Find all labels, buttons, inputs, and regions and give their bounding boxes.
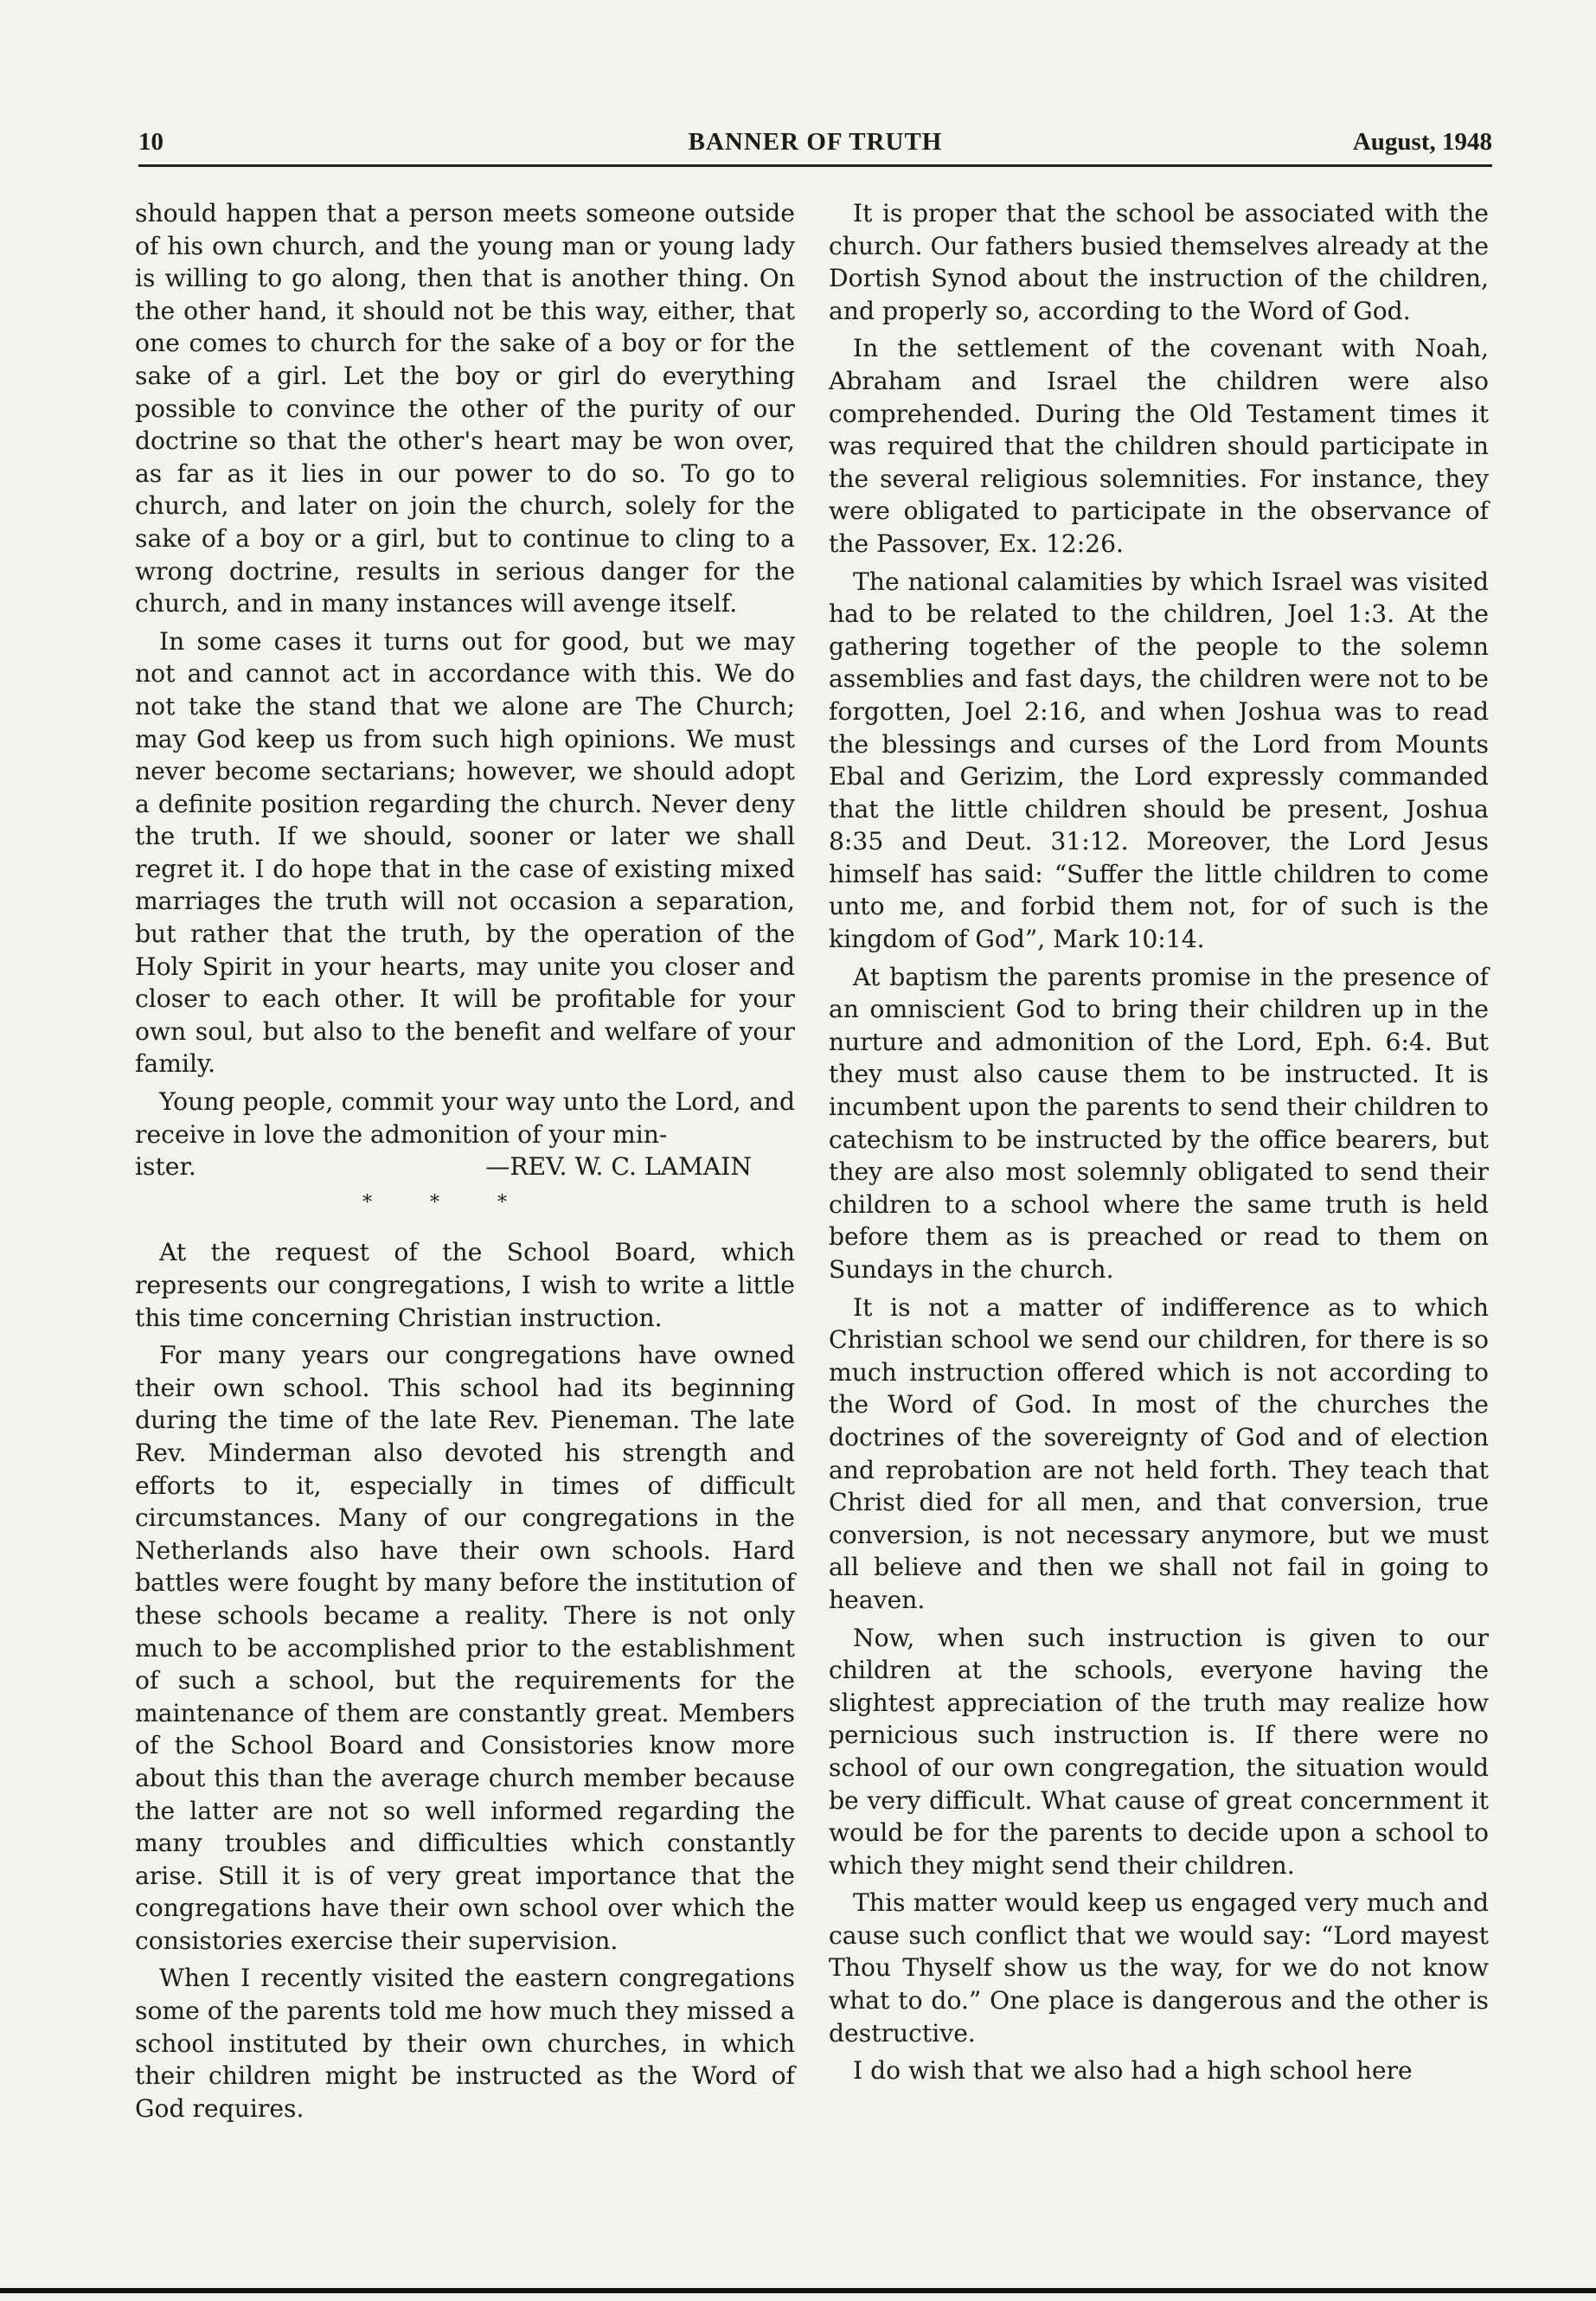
page-bottom-border — [0, 2288, 1596, 2293]
paragraph: For many years our congregations have owned their own school. This school had its beginning during the time of the late Rev. Pieneman. The late Rev. Minderman also devoted his strength and efforts to it, especially in times of difficult circumstances. Many of our congregations in the Netherlands also have their own schools. Hard battles were fought by many before the institution of these schools became a reality. There is not only much to be accomplished prior to the establishment of such a school, but the requirements for the maintenance of them are constantly great. Members of the School Board and Consistories know more about this than the average church member because the latter are not so well informed regarding the many troubles and difficulties which constantly arise. Still it is of very great importance that the congregations have their own school over which the consistories exercise their supervision. — [135, 1341, 795, 1955]
left-column — [135, 197, 795, 2130]
paragraph: When I recently visited the eastern congregations some of the parents told me how much they missed a school instituted by their own churches, in which their children might be instructed as the Word of God requires. — [135, 1964, 795, 2123]
paragraph: In some cases it turns out for good, but we may not and cannot act in accordance with this. We do not take the stand that we alone are The Church; may God keep us from such high opinions. We must never become sectarians; however, we should adopt a definite position regarding the church. Never deny the truth. If we should, sooner or later we shall regret it. I do hope that in the case of existing mixed marriages the truth will not occasion a separation, but rather that the truth, by the operation of the Holy Spirit in your hearts, may unite you closer and closer to each other. It will be profitable for your own soul, but also to the benefit and welfare of your family. — [135, 626, 795, 1079]
paragraph: should happen that a person meets someone outside of his own church, and the young man or young lady is willing to go along, then that is another thing. On the other hand, it should not be this way, either, that one comes to church for the sake of a boy or for the sake of a girl. Let the boy or girl do everything possible to convince the other of the purity of our doctrine so that the other's heart may be won over, as far as it lies in our power to do so. To go to church, and later on join the church, solely for the sake of a boy or a girl, but to continue to cling to a wrong doctrine, results in serious danger for the church, and in many instances will avenge itself. — [135, 199, 795, 619]
author-signature: —REV. W. C. LAMAIN — [485, 1152, 752, 1182]
paragraph: In the settlement of the covenant with Noah, Abraham and Israel the children were also comprehended. During the Old Testament times it was required that the children should participate in the several religious solemnities. For instance, they were obligated to participate in the observance of the Passover, Ex. 12:26. — [829, 334, 1489, 558]
paragraph: It is proper that the school be associated with the church. Our fathers busied themselves already at the Dortish Synod about the instruction of the children, and properly so, according to the Word of God. — [829, 199, 1489, 325]
paragraph: At the request of the School Board, which represents our congregations, I wish to write a little this time concerning Christian instruction. — [135, 1238, 795, 1332]
page-number: 10 — [138, 128, 163, 156]
section-separator: * * * — [362, 1191, 533, 1214]
paragraph-end: ister. — [135, 1152, 196, 1182]
paragraph: At baptism the parents promise in the presence of an omniscient God to bring their children up in the nurture and admonition of the Lord, Eph. 6:4. But they must also cause them to be instructed. It is incumbent upon the parents to send their children to catechism to be instructed by the office bearers, but they are also most solemnly obligated to send their children to a school where the same truth is held before them as is preached or read to them on Sundays in the church. — [829, 962, 1489, 1284]
paragraph: It is not a matter of indifference as to which Christian school we send our children, for there is so much instruction offered which is not according to the Word of God. In most of the churches the doctrines of the sovereignty of God and of election and reprobation are not held forth. They teach that Christ died for all men, and that conversion, true conversion, is not necessary anymore, but we must all believe and then we shall not fail in going to heaven. — [829, 1292, 1489, 1614]
paragraph: Young people, commit your way unto the Lord, and receive in love the admonition of your min- — [135, 1087, 795, 1149]
right-column — [829, 197, 1489, 2093]
paragraph: This matter would keep us engaged very much and cause such conflict that we would say: “Lord mayest Thou Thyself show us the way, for we do not know what to do.” One place is dangerous and the other is destructive. — [829, 1888, 1489, 2048]
page-header — [138, 128, 1492, 168]
issue-date: August, 1948 — [1352, 128, 1492, 156]
header-rule — [138, 164, 1492, 167]
signature-line — [135, 1150, 795, 1183]
paragraph: Now, when such instruction is given to our children at the schools, everyone having the slightest appreciation of the truth may realize how pernicious such instruction is. If there were no school of our own congregation, the situation would be very difficult. What cause of great concernment it would be for the parents to decide upon a school to which they might send their children. — [829, 1623, 1489, 1880]
paragraph: I do wish that we also had a high school here — [853, 2056, 1413, 2086]
paragraph: The national calamities by which Israel was visited had to be related to the children, Joel 1:3. At the gathering together of the people to the solemn assemblies and fast days, the children were not to be forgotten, Joel 2:16, and when Joshua was to read the blessings and curses of the Lord from Mounts Ebal and Gerizim, the Lord expressly commanded that the little children should be present, Joshua 8:35 and Deut. 31:12. Moreover, the Lord Jesus himself has said: “Suffer the little children to come unto me, and forbid them not, for of such is the kingdom of God”, Mark 10:14. — [829, 567, 1489, 954]
publication-title: BANNER OF TRUTH — [688, 128, 943, 156]
